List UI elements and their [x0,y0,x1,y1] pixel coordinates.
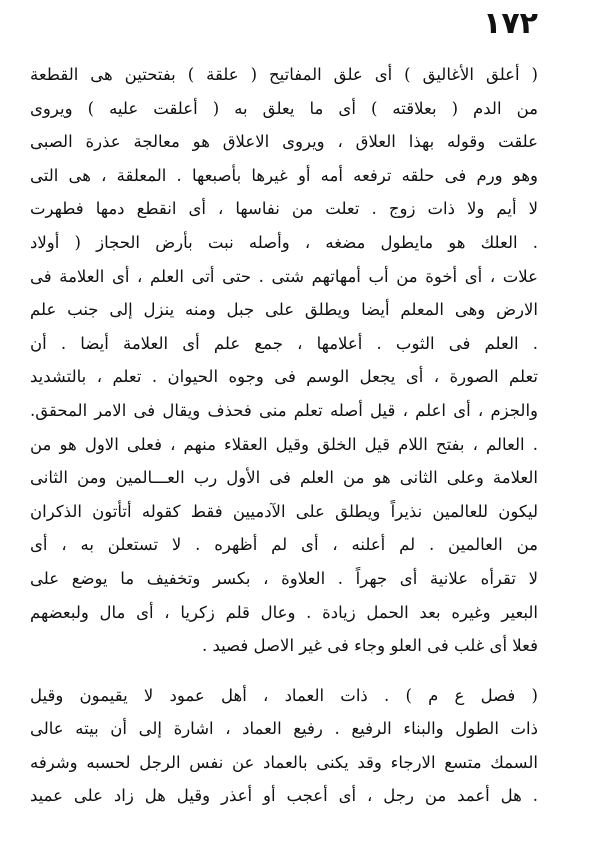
text-line: علقت وقوله بهذا العلاق ، ويروى الاعلاق هو معالجة عذرة الصبى [30,132,538,152]
text-line: . العالم ، بفتح اللام قيل الخلق وقيل العقلاء منهم ، فعلى الاول هو من [30,434,538,454]
text-line: وهو ورم فى حلقه ترفعه أمه أو غيرها بأصبعها . المعلقة ، هى التى [30,165,538,185]
text-line: فعلا أى غلب فى العلو وجاء فى غير الاصل فصيد . [201,636,538,656]
text-line: ذات الطول والبناء الرفيع . رفيع العماد ، اشارة إلى أن بيته عالى [30,719,538,739]
text-line: لا أيم ولا ذات زوج . تعلت من نفاسها ، أى انقطع دمها فطهرت [30,199,538,219]
text-line: السمك متسع الارجاء وقد يكنى بالعماد عن نفس الرجل لحسبه وشرفه [30,752,538,772]
text-line: علات ، أى أخوة من أب أمهاتهم شتى . حتى أتى العلم ، أى العلامة فى [30,266,538,286]
text-line: . العلك هو مايطول مضغه ، وأصله نبت بأرض الحجاز ( أولاد [30,232,538,252]
page-number: ١٧٢ [483,6,538,41]
text-line: لا تقرأه علانية أى جهراً . العلاوة ، بكسر وتخفيف ما يوضع على [30,568,538,588]
text-line: من العالمين . لم أعلنه ، أى لم أظهره . لا تستعلن به ، أى [30,535,538,555]
text-line: . العلم فى الثوب . أعلامها ، جمع علم أى العلامة أيضا . أن [30,333,538,353]
text-line: من الدم ( بعلاقته ) أى ما يعلق به ( أعلقت عليه ) ويروى [30,98,538,118]
text-line: ( أعلق الأغاليق ) أى علق المفاتيح ( علقة ) بفتحتين هى القطعة [30,65,538,84]
section-gap [30,663,538,679]
section-heading-line: ( فصل ع م ) . ذات العماد ، أهل عمود لا يقيمون وقيل [30,685,538,705]
text-line: العلامة وعلى الثانى هو من العلم فى الأول رب العـــالمين ومن الثانى [30,468,538,488]
text-line: والجزم ، أى اعلم ، قيل أصله تعلم منى فحذف ويقال فى الامر المحقق. [30,400,538,420]
text-line: ليكون للعالمين نذيراً ويطلق على الآدميين فقط كقوله أتأتون الذكران [30,501,538,521]
text-line: . هل أعمد من رجل ، أى أعجب أو أعذر وقيل هل زاد على عميد [30,786,538,806]
page-text [30,58,538,813]
text-line: البعير وغيره بعد الحمل زيادة . وعال قلم زكريا ، أى مال ولبعضهم [30,602,538,622]
text-line: تعلم الصورة ، أى يجعل الوسم فى وجوه الحيوان . تعلم ، بالتشديد [30,367,538,387]
text-line: الارض وهى المعلم أيضا ويطلق على جبل ومنه ينزل إلى جنب علم [30,300,538,320]
